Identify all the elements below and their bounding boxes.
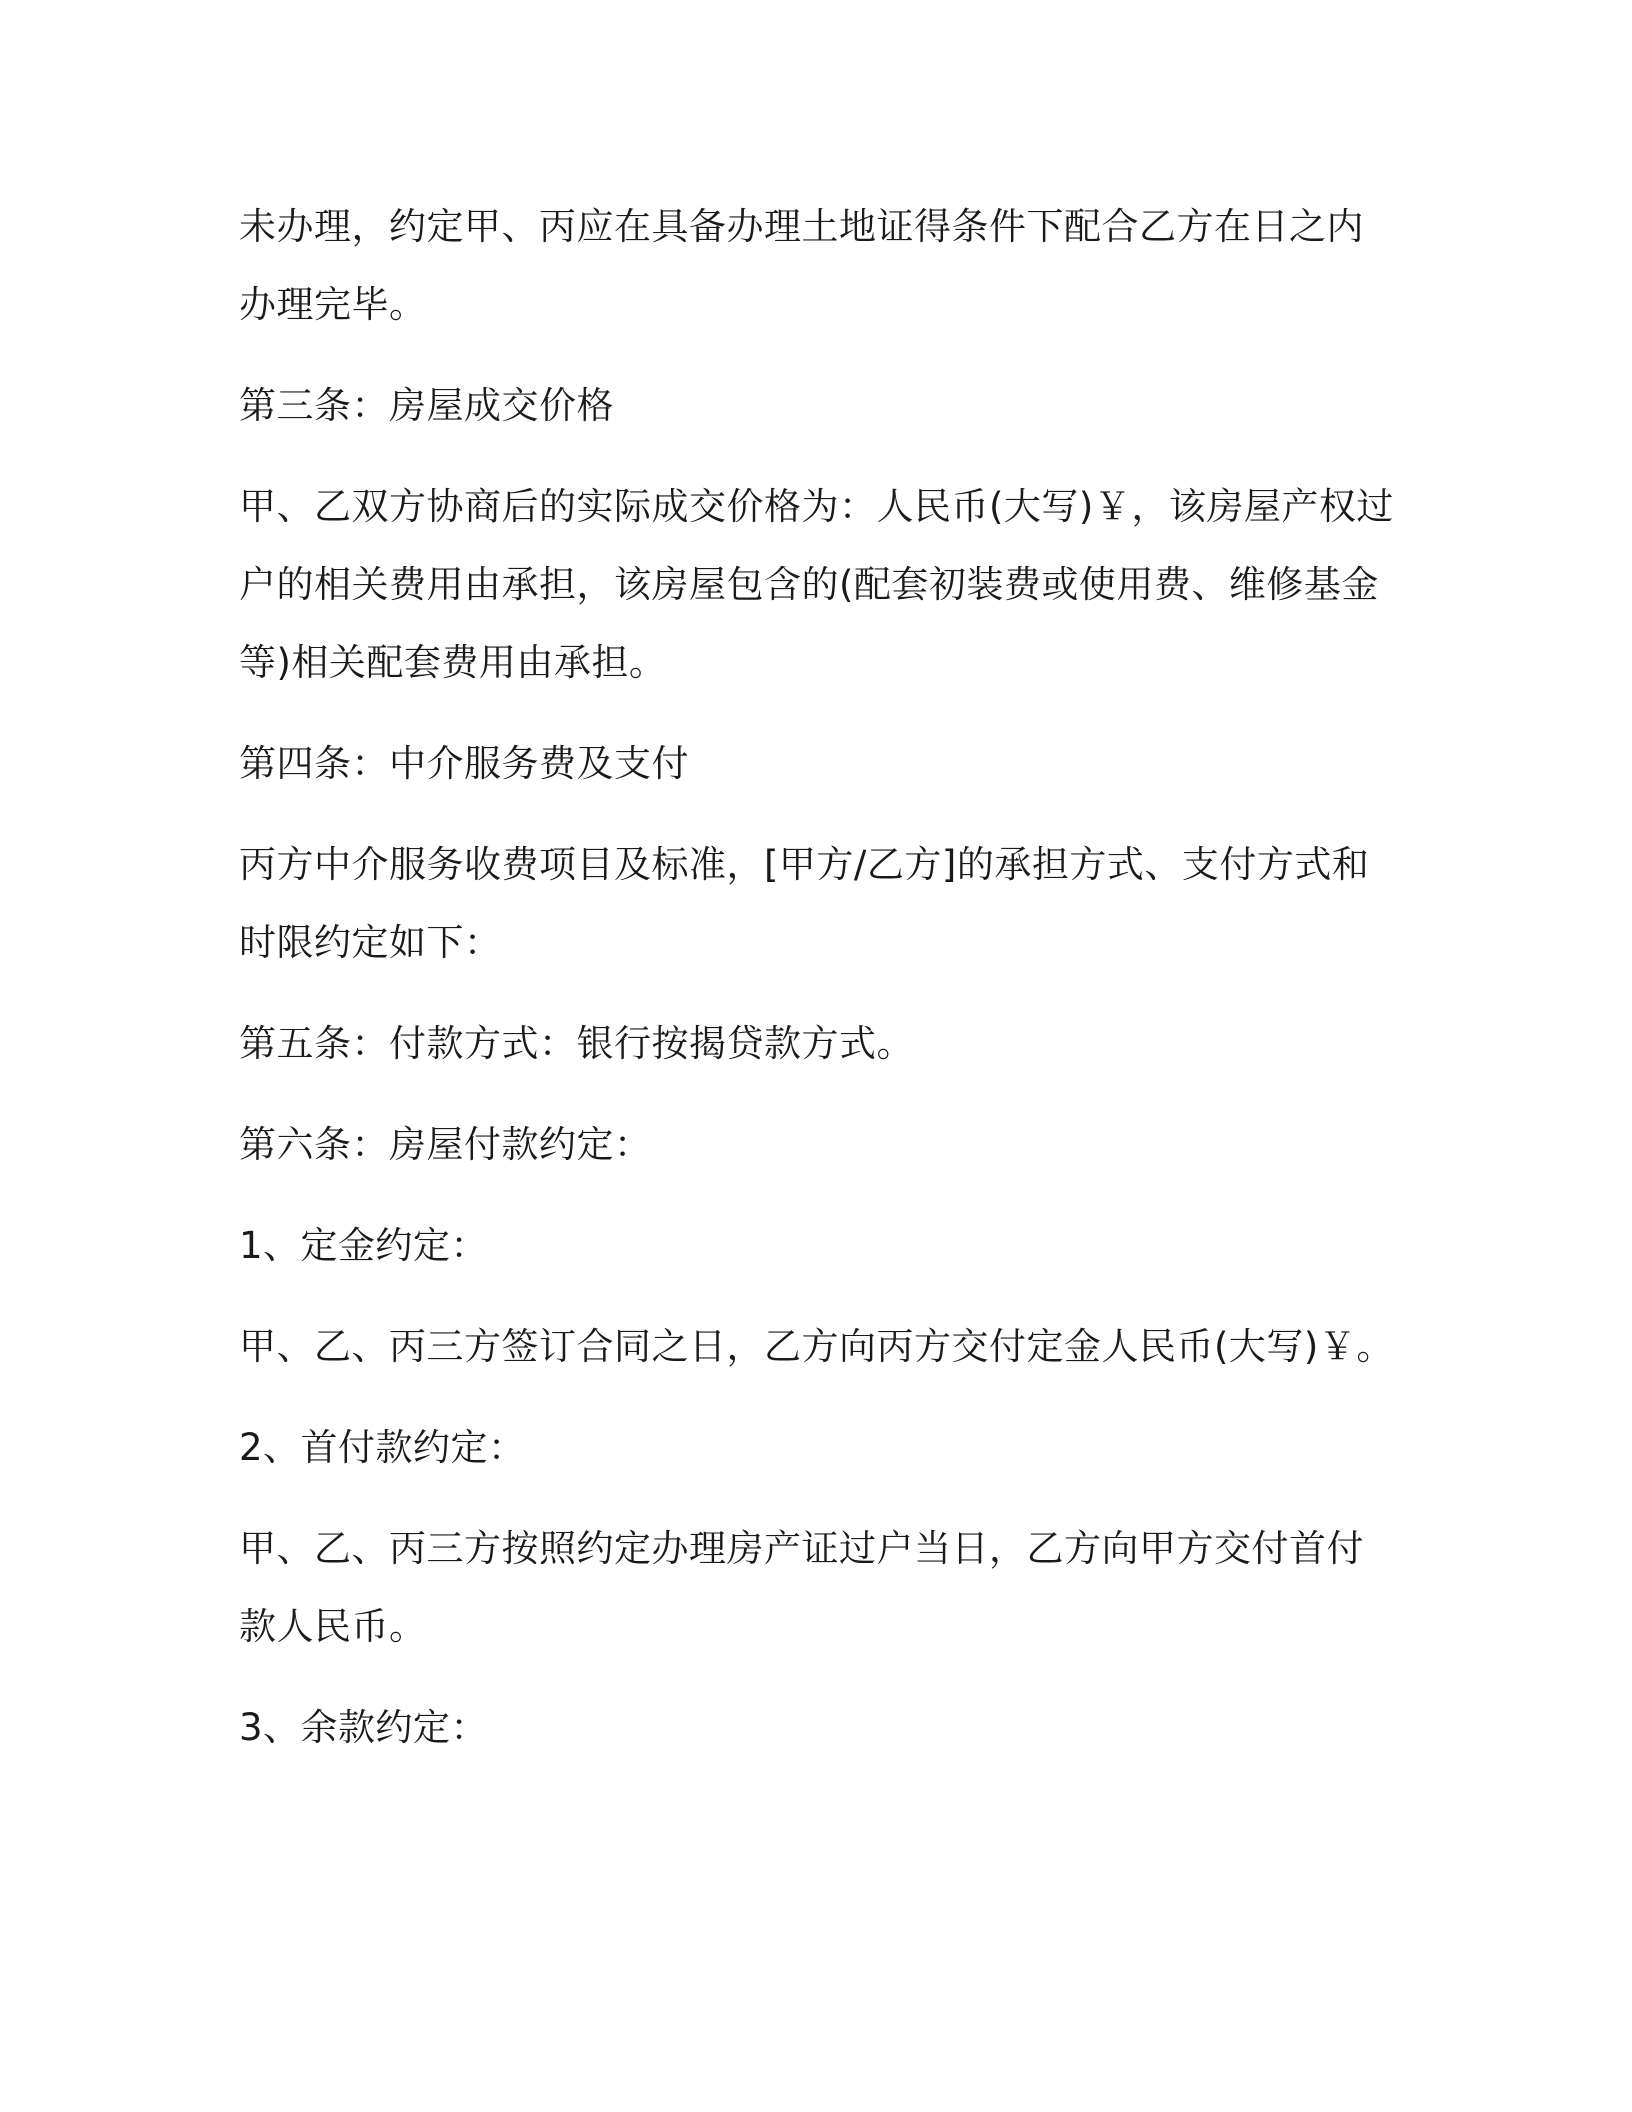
article-6-heading: 第六条：房屋付款约定： — [239, 1123, 652, 1166]
paragraph-transaction-price: 甲、乙双方协商后的实际成交价格为：人民币(大写)￥，该房屋产权过户的相关费用由承担，该房屋包含的(配套初装费或使用费、维修基金等)相关配套费用由承担。 — [239, 485, 1394, 684]
item-1-deposit-heading: 1、定金约定： — [239, 1224, 489, 1267]
paragraph-deposit: 甲、乙、丙三方签订合同之日，乙方向丙方交付定金人民币(大写)￥。 — [239, 1325, 1394, 1368]
paragraph-land-certificate: 未办理，约定甲、丙应在具备办理土地证得条件下配合乙方在日之内办理完毕。 — [239, 205, 1364, 326]
paragraph-agency-fee: 丙方中介服务收费项目及标准，[甲方/乙方]的承担方式、支付方式和时限约定如下： — [239, 843, 1370, 964]
article-4-heading: 第四条：中介服务费及支付 — [239, 742, 689, 785]
item-2-down-payment-heading: 2、首付款约定： — [239, 1426, 526, 1469]
document-body — [239, 188, 1399, 1790]
article-5-heading: 第五条：付款方式：银行按揭贷款方式。 — [239, 1022, 914, 1065]
article-3-heading: 第三条：房屋成交价格 — [239, 384, 614, 427]
item-3-balance-heading: 3、余款约定： — [239, 1706, 489, 1749]
paragraph-down-payment: 甲、乙、丙三方按照约定办理房产证过户当日，乙方向甲方交付首付款人民币。 — [239, 1527, 1364, 1648]
